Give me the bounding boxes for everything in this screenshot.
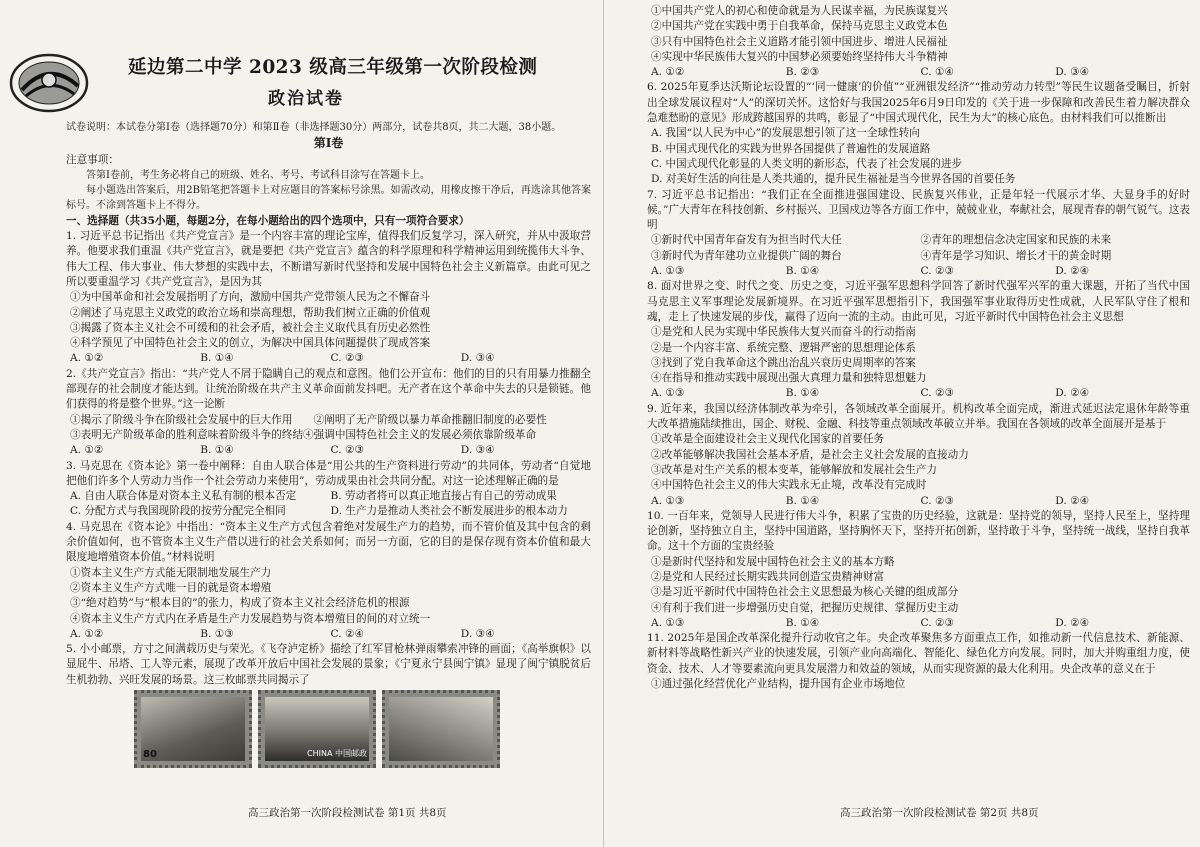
question-4: 4. 马克思在《资本论》中指出：“资本主义生产方式包含着绝对发展生产力的趋势，而不管价值及其中包含的剩余价值如何，也不管资本主义生产借以进行的社会关系如何；而另一方面，它的目的是保存现有资本价值和最大限度地增殖资本价值。”材料说明 [66,520,591,564]
q3-choice-d[interactable]: D. 生产力是推动人类社会不断发展进步的根本动力 [330,505,568,518]
q8-option-3: ③找到了党自我革命这个跳出治乱兴衰历史周期率的答案 [651,356,916,369]
q8-choice-b[interactable]: B. ①④ [785,387,820,400]
q6-choice-a[interactable]: A. 我国“以人民为中心”的发展思想引领了这一全球性转向 [651,127,920,140]
q5-choice-b[interactable]: B. ②③ [785,66,820,79]
notes-title: 注意事项： [66,153,119,166]
q5-option-4: ④实现中华民族伟大复兴的中国梦必须要始终坚持伟大斗争精神 [651,50,948,63]
q7-option-2: ②青年的理想信念决定国家和民族的未来 [920,234,1112,247]
q10-option-4: ④有利于我们进一步增强历史自觉，把握历史规律、掌握历史主动 [651,601,959,614]
q8-choice-c[interactable]: C. ②③ [920,387,954,400]
q7-options-1-2 [647,233,1190,248]
q10-option-1: ①是新时代坚持和发展中国特色社会主义的基本方略 [651,555,895,568]
stamp-image-2 [258,690,376,768]
q2-options-1-2: ①揭示了阶级斗争在阶级社会发展中的巨大作用 ②阐明了无产阶级以暴力革命推翻旧制度的必要性 [70,413,547,426]
exam-instructions: 试卷说明：本试卷分第Ⅰ卷（选择题70分）和第Ⅱ卷（非选择题30分）两部分，试卷共8页，共二大题，38小题。 [66,122,562,133]
q3-choices-cd [66,504,591,519]
q4-choice-d[interactable]: D. ③④ [460,627,495,640]
stamp-image-3 [382,690,500,768]
page-footer-right: 高三政治第一次阶段检测试卷 第2页 共8页 [840,807,1039,819]
q7-option-3: ③新时代为青年建功立业提供广阔的舞台 [651,249,842,262]
q11-option-1: ①通过强化经营优化产业结构，提升国有企业市场地位 [651,678,906,691]
q4-choice-a[interactable]: A. ①② [70,627,104,640]
q7-choice-c[interactable]: C. ②③ [920,265,954,278]
q7-option-4: ④青年是学习知识、增长才干的黄金时期 [920,249,1112,262]
q8-choice-d[interactable]: D. ②④ [1055,387,1090,400]
page-footer-left: 高三政治第一次阶段检测试卷 第1页 共8页 [248,807,447,819]
q2-choice-a[interactable]: A. ①② [70,444,104,457]
q7-options-3-4 [647,249,1190,264]
q2-choice-d[interactable]: D. ③④ [460,444,495,457]
q9-choice-c[interactable]: C. ②③ [920,494,954,507]
school-logo-icon [8,50,90,116]
q10-option-3: ③是习近平新时代中国特色社会主义思想最为核心关键的组成部分 [651,586,959,599]
q2-choice-b[interactable]: B. ①④ [200,444,234,457]
q2-options-3-4: ③表明无产阶级革命的胜利意味着阶级斗争的终结④强调中国特色社会主义的发展必须依靠阶级革命 [70,428,537,441]
note-2: 每小题选出答案后，用2B铅笔把答题卡上对应题目的答案标号涂黑。如需改动，用橡皮擦干净后，再选涂其他答案标号。不涂到答题卡上不得分。 [66,185,591,212]
q10-choice-a[interactable]: A. ①③ [651,616,685,629]
q5-choices [647,65,1190,80]
q6-choice-c[interactable]: C. 中国式现代化彰显的人类文明的新形态，代表了社会发展的进步 [651,157,963,170]
q4-option-4: ④资本主义生产方式内在矛盾是生产力发展趋势与资本增殖目的间的对立统一 [70,612,431,625]
q9-option-3: ③改革是对生产关系的根本变革，能够解放和发展社会生产力 [651,463,938,476]
question-5: 5. 小小邮票，方寸之间满载历史与荣光。《飞夺泸定桥》描绘了红军冒枪林弹雨攀索冲锋的画面；《高举旗帜》以显屁牛、吊塔、工人等元素，展现了改革开放后中国社会发展的景象；《宁夏永宁县闽宁镇》显现了闽宁镇脱贫后生机勃勃、兴旺发展的场景。这三枚邮票共同揭示了 [66,643,591,686]
q1-option-4: ④科学预见了中国特色社会主义的创立，为解决中国具体问题提供了现成答案 [70,337,431,350]
q4-option-2: ②资本主义生产方式唯一目的就是资本增殖 [70,581,272,594]
q5-choice-c[interactable]: C. ①④ [920,66,954,79]
q1-choice-b[interactable]: B. ①④ [200,352,234,365]
question-8: 8. 面对世界之变、时代之变、历史之变，习近平强军思想科学回答了新时代强军兴军的重大课题，开拓了当代中国马克思主义军事理论发展新境界。在习近平强军思想指引下，我国强军事业取得历史性成就，人民军队守住了根和魂，走上了快速发展的步伐，赢得了迈向一流的主动。由此可见，习近平新时代中国特色社会主义思想 [647,280,1190,323]
q1-choice-a[interactable]: A. ①② [70,352,104,365]
left-content [66,120,591,768]
q6-choice-b[interactable]: B. 中国式现代化的实践为世界各国提供了普遍性的发展道路 [651,142,931,155]
q2-choice-c[interactable]: C. ②③ [330,444,364,457]
q10-choice-c[interactable]: C. ②③ [920,616,954,629]
q5-option-1: ①中国共产党人的初心和使命就是为人民谋幸福，为民族谋复兴 [651,5,948,17]
question-7: 7. 习近平总书记指出：“我们正在全面推进强国建设、民族复兴伟业，正是年轻一代展示才华、大显身手的好时候。”广大青年在科技创新、乡村振兴、卫国戍边等各方面工作中，兢兢业业，奉献社会，展现青春的朝气锐气。这表明 [647,188,1190,232]
right-content [647,4,1190,692]
q1-choice-c[interactable]: C. ②③ [330,352,364,365]
q9-choices [647,494,1190,509]
q4-option-3: ③“绝对趋势”与“根本目的”的张力，构成了资本主义社会经济危机的根源 [70,597,410,610]
q7-option-1: ①新时代中国青年奋发有为担当时代大任 [651,234,842,247]
stamp-image-1 [134,690,252,768]
q6-choice-d[interactable]: D. 对美好生活的向往是人类共通的，提升民生福祉是当今世界各国的首要任务 [651,173,1016,186]
question-3: 3. 马克思在《资本论》第一卷中阐释：自由人联合体是“用公共的生产资料进行劳动”的共同体，劳动者“自觉地把他们许多个人劳动力当作一个社会劳动力来使用”，劳动成果由社会共同分配。对这一论述理解正确的是 [66,459,591,487]
exam-subtitle: 政治试卷 [268,89,344,109]
page-right [603,0,1200,847]
q10-choices [647,616,1190,631]
q7-choice-b[interactable]: B. ①④ [785,265,820,278]
q7-choices [647,264,1190,279]
q1-choices [66,351,591,366]
stamp-caption: CHINA 中国邮政 [307,748,367,758]
q1-choice-d[interactable]: D. ③④ [460,352,495,365]
q4-choices [66,627,591,642]
q8-option-1: ①是党和人民为实现中华民族伟大复兴而奋斗的行动指南 [651,326,916,339]
q7-choice-a[interactable]: A. ①③ [651,265,685,278]
q3-choice-c[interactable]: C. 分配方式与我国现阶段的按劳分配完全相同 [70,505,286,518]
volume-heading: 第Ⅰ卷 [313,136,344,151]
question-2: 2.《共产党宣言》指出：“共产党人不屑于隐瞒自己的观点和意图。他们公开宣布：他们的目的只有用暴力推翻全部现存的社会制度才能达到。让统治阶级在共产主义革命面前发抖吧。无产者在这个革命中失去的只是锁链。他们获得的将是整个世界。”这一论断 [66,367,591,411]
q8-option-2: ②是一个内容丰富、系统完整、逻辑严密的思想理论体系 [651,341,916,354]
stamp-value: 80 [143,748,157,760]
q9-option-2: ②改革能够解决我国社会基本矛盾，是社会主义社会发展的直接动力 [651,448,969,461]
question-10: 10. 一百年来，党领导人民进行伟大斗争，积累了宝贵的历史经验，这就是：坚持党的领导，坚持人民至上，坚持理论创新，坚持独立自主，坚持中国道路，坚持胸怀天下，坚持开拓创新，坚持敢于斗争，坚持统一战线，坚持自我革命。这十个方面的宝贵经验 [647,509,1190,553]
q9-choice-a[interactable]: A. ①③ [651,494,685,507]
q5-choice-a[interactable]: A. ①② [651,66,685,79]
note-1: 答第Ⅰ卷前，考生务必将自己的班级、姓名、考号、考试科目涂写在答题卡上。 [86,169,430,181]
q5-option-3: ③只有中国特色社会主义道路才能引领中国进步、增进人民福祉 [651,35,948,48]
q4-choice-c[interactable]: C. ②④ [330,627,364,640]
q3-choice-b[interactable]: B. 劳动者将可以真正地直接占有自己的劳动成果 [330,490,557,503]
q9-option-4: ④中国特色社会主义的伟大实践永无止境，改革没有完成时 [651,479,927,492]
q10-option-2: ②是党和人民经过长期实践共同创造宝贵精神财富 [651,570,885,583]
q3-choice-a[interactable]: A. 自由人联合体是对资本主义私有制的根本否定 [70,490,297,503]
q1-option-3: ③揭露了资本主义社会不可缓和的社会矛盾，被社会主义取代具有历史必然性 [70,321,431,334]
q10-choice-b[interactable]: B. ①④ [785,616,820,629]
q10-choice-d[interactable]: D. ②④ [1055,616,1090,629]
q1-option-2: ②阐述了马克思主义政党的政治立场和崇高理想，帮助我们树立正确的价值观 [70,306,431,319]
q4-option-1: ①资本主义生产方式能无限制地发展生产力 [70,566,272,579]
q2-choices [66,443,591,458]
q8-option-4: ④在指导和推动实践中展现出强大真理力量和独特思想魅力 [651,372,927,385]
q7-choice-d[interactable]: D. ②④ [1055,265,1090,278]
q9-option-1: ①改革是全面建设社会主义现代化国家的首要任务 [651,433,885,446]
exam-title: 延边第二中学 2023 级高三年级第一次阶段检测 [128,57,538,78]
q3-choices-ab [66,489,591,504]
q8-choices [647,386,1190,401]
section-heading: 一、选择题（共35小题，每题2分，在每小题给出的四个选项中，只有一项符合要求） [66,214,470,227]
question-1: 1. 习近平总书记指出《共产党宣言》是一个内容丰富的理论宝库，值得我们反复学习，深入研究，并从中汲取营养。他要求我们重温《共产党宣言》，就是要把《共产党宣言》蕴含的科学原理和科学精神运用到统揽伟大斗争、伟大工程、伟大事业、伟大梦想的实践中去，不断谱写新时代坚持和发展中国特色社会主义新篇章。由此可见之所以要重温学习《共产党宣言》，是因为其 [66,230,591,288]
q5-choice-d[interactable]: D. ③④ [1055,66,1090,79]
stamp-images [134,690,591,768]
q5-option-2: ②中国共产党在实践中勇于自我革命，保持马克思主义政党本色 [651,20,948,33]
q4-choice-b[interactable]: B. ①③ [200,627,234,640]
question-6: 6. 2025年夏季达沃斯论坛设置的“‘同一健康’的价值”“亚洲银发经济”“推动劳动力转型”等民生议题备受瞩目，折射出全球发展议程对“人”的深切关怀。这恰好与我国2025年6月9日印发的《关于进一步保障和改善民生着力解决群众急难愁盼的意见》形成跨越国界的共鸣，彰显了“中国式现代化，民生为大”的核心底色。由材料我们可以推断出 [647,81,1190,125]
q8-choice-a[interactable]: A. ①③ [651,387,685,400]
question-9: 9. 近年来，我国以经济体制改革为牵引，各领域改革全面展开。机构改革全面完成，渐进式延迟法定退休年龄等重大改革措施陆续推出，国企、财税、金融、科技等重点领域改革破立并举。我国在各领域的改革全面展开是基于 [647,402,1190,431]
q9-choice-b[interactable]: B. ①④ [785,494,820,507]
q9-choice-d[interactable]: D. ②④ [1055,494,1090,507]
q1-option-1: ①为中国革命和社会发展指明了方向，激励中国共产党带领人民为之不懈奋斗 [70,291,431,304]
question-11: 11. 2025年是国企改革深化提升行动收官之年。央企改革聚焦多方面重点工作，如推动新一代信息技术、新能源、新材料等战略性新兴产业的快速发展，引领产业向高端化、智能化、绿色化方向发展。同时，加大并购重组力度，使资金、技术、人才等要素流向更具发展潜力和效益的领域，从而实现资源的最大化利用。央企改革的意义在于 [647,632,1190,675]
